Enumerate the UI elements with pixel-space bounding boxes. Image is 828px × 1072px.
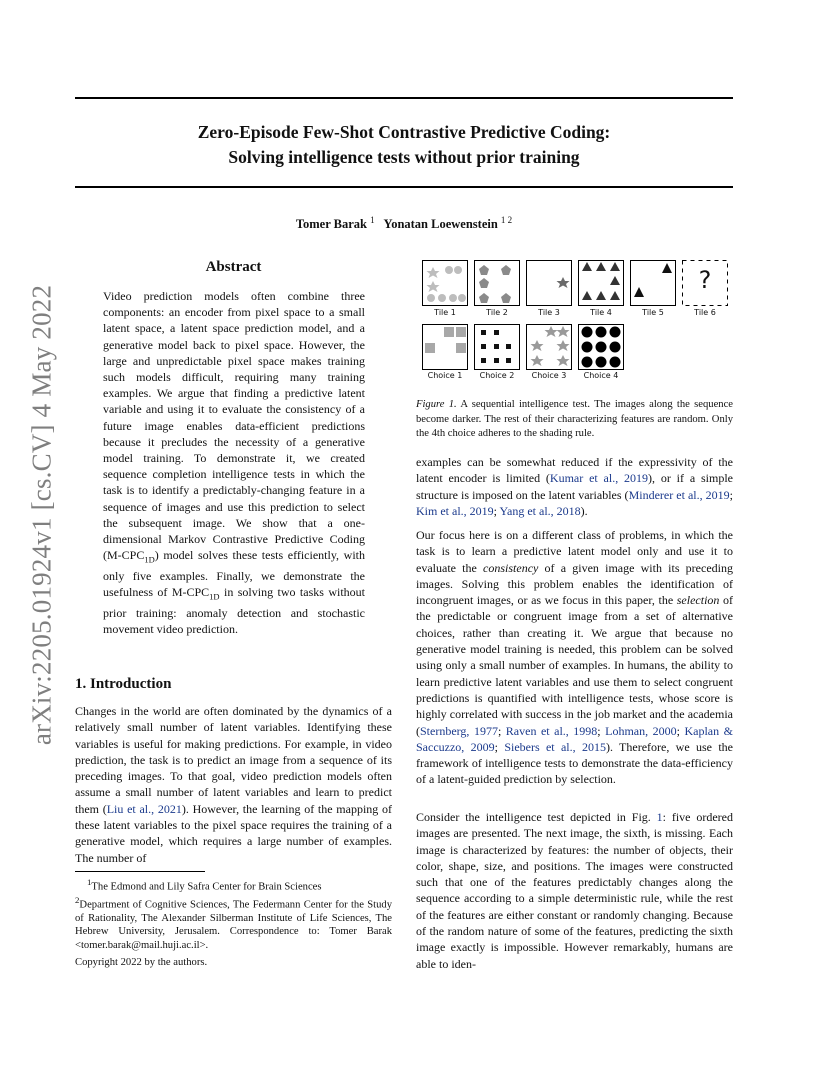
choice-3-image <box>526 324 572 370</box>
footnote-mark: 2 <box>75 894 80 905</box>
abstract-text-part: in solving two tasks without prior training: anomaly detection and stochastic movement video prediction. <box>103 585 365 636</box>
right-paragraph-2 <box>416 527 733 788</box>
arxiv-identifier-text: arXiv:2205.01924v1 [cs.CV] 4 May 2022 <box>26 284 57 746</box>
paper-title <box>75 120 733 170</box>
citation-link[interactable]: Kim et al., 2019 <box>416 503 494 518</box>
footnote-text: Department of Cognitive Sciences, The Federmann Center for the Study of Rationality, The Alexander Silberman Institute of Life Sciences, The Hebrew University, Jerusalem. Correspondence to: Tomer Barak <tomer.barak@mail.huji.ac.il>. <box>75 899 392 951</box>
citation-link[interactable]: Sternberg, 1977 <box>420 723 498 738</box>
footnote-rule <box>75 871 205 872</box>
citation-link[interactable]: Siebers et al., 2015 <box>504 739 606 754</box>
abstract-text-part: ) model solves these tests efficiently, with only five examples. Finally, we demonstrate the usefulness of M-CPC <box>103 548 365 600</box>
citation-link[interactable]: Yang et al., 2018 <box>499 503 581 518</box>
question-mark: ? <box>698 266 712 294</box>
choice-label: Choice 3 <box>531 371 567 380</box>
text: ; <box>729 487 733 502</box>
tile-label: Tile 4 <box>590 308 612 317</box>
figure-reference-link[interactable]: 1 <box>656 810 663 824</box>
text: ; <box>676 723 685 738</box>
tile-label: Tile 5 <box>642 308 664 317</box>
abstract-text-part: Video prediction models often combine three components: an encoder from pixel space to a small latent space, a latent space prediction model, and a generative model back to pixel space. However, the large and unpredictable pixel space makes training such models difficult, requiring many training examples. We argue that finding a predictive latent variable and using it to evaluate the consistency of a future image enables data-efficient predictions because it precludes the necessity of a generative model training. To demonstrate it, we created sequence completion intelligence tests in which the task is to identify a predictably-changing feature in a sequence of images and use this prediction to select the subsequent image. We show that a one-dimensional Markov Contrastive Predictive Coding (M-CPC <box>103 289 365 563</box>
author-affiliation: 1 <box>370 215 375 225</box>
citation-link[interactable]: Minderer et al., 2019 <box>628 487 730 502</box>
citation-link[interactable]: Kumar et al., 2019 <box>549 471 649 486</box>
figure-1 <box>418 258 738 388</box>
text: ; <box>497 723 506 738</box>
emphasis: selection <box>676 593 720 608</box>
tile-6-missing-image <box>682 260 728 306</box>
choice-1-image <box>422 324 468 370</box>
tile-label: Tile 2 <box>486 308 508 317</box>
text: Our focus here is on a different class of problems, in which the task is to learn a predictive latent model only and use it to evaluate the <box>416 528 733 575</box>
citation-link[interactable]: Lohman, 2000 <box>605 723 677 738</box>
abstract-heading: Abstract <box>205 259 262 275</box>
choice-4-image <box>578 324 624 370</box>
tile-4-image <box>578 260 624 306</box>
choice-2-image <box>474 324 520 370</box>
author-name: Tomer Barak <box>295 217 367 232</box>
text: ), or if a simple structure is imposed on the latent variables ( <box>416 471 733 502</box>
intro-text-part: Changes in the world are often dominated by the dynamics of a relatively small number of latent variables. Identifying these variables is useful for making predictions. For example, in video prediction, the task is to predict an image from a sequence of its preceding images. To that goal, video prediction models often assume a small number of latent variables and learn to predict them ( <box>75 704 392 816</box>
caption-label: Figure 1. <box>416 399 457 410</box>
text: ; <box>493 503 500 518</box>
citation-link[interactable]: Liu et al., 2021 <box>106 801 182 816</box>
text: examples can be somewhat reduced if the expressivity of the latent encoder is limited ( <box>416 455 733 486</box>
section-heading-introduction: 1. Introduction <box>75 676 172 692</box>
text: ). Therefore, we use the framework of intelligence tests to demonstrate the data-efficiency of a latent-guided prediction by selection. <box>416 739 733 787</box>
tile-5-image <box>630 260 676 306</box>
author-list <box>75 215 733 232</box>
text: ; <box>597 723 606 738</box>
title-bottom-rule <box>75 186 733 188</box>
footnote-2 <box>75 894 392 952</box>
tile-3-image <box>526 260 572 306</box>
text: of the predictable or congruent image from a set of alternative choices, rather than creating it. We argue that because no generative model training is needed, this problem can be solved using only a small number of examples. In humans, the ability to learn predictive latent variables and use them to select congruent predictions is quantified with intelligence tests, whose score is highly correlated with success in the job market and the academia ( <box>416 593 733 738</box>
footnote-text: The Edmond and Lily Safra Center for Brain Sciences <box>91 881 322 893</box>
citation-link[interactable]: Raven et al., 1998 <box>505 723 598 738</box>
author-affiliation: 1 2 <box>500 215 513 225</box>
title-line-1: Zero-Episode Few-Shot Contrastive Predictive Coding: <box>197 122 611 142</box>
subscript: 1D <box>144 554 155 565</box>
choice-label: Choice 1 <box>427 371 463 380</box>
copyright-notice: Copyright 2022 by the authors. <box>75 957 208 968</box>
tile-label: Tile 6 <box>694 308 716 317</box>
intro-text-part: ). However, the learning of the mapping of these latent variables to the pixel space requires the training of a generative model, which requires a large number of examples. The number of <box>75 801 392 865</box>
text: ; <box>494 739 505 754</box>
subscript: 1D <box>209 591 220 602</box>
emphasis: consistency <box>483 560 539 575</box>
footnote-1 <box>75 876 392 894</box>
text: of a given image with its preceding images. Solving this problem enables the identification of incongruent images, or as we focus in this paper, the <box>416 560 733 608</box>
introduction-text <box>75 703 392 866</box>
arxiv-identifier-stamp <box>22 275 62 755</box>
choice-label: Choice 2 <box>479 371 515 380</box>
tile-label: Tile 1 <box>434 308 456 317</box>
right-paragraph-1 <box>416 454 733 519</box>
text: : five ordered images are presented. The next image, the sixth, is missing. Each image is characterized by features: the number of objects, their color, shape, size, and positions. The images were constructed such that one of the features predictably changes along the sequence according to a simple deterministic rule, while the rest of the features are either constant or randomly changing. Because of the random nature of some of the features, predicting the sixth image exactly is impossible. However remarkably, humans are able to iden- <box>416 810 733 971</box>
caption-text: A sequential intelligence test. The images along the sequence become darker. The rest of their characterizing features are random. Only the 4th choice adheres to the shading rule. <box>416 399 733 440</box>
abstract-text <box>103 288 365 637</box>
text: Consider the intelligence test depicted in Fig. <box>416 810 657 824</box>
figure-1-caption <box>416 398 733 442</box>
top-rule <box>75 97 733 99</box>
title-line-2: Solving intelligence tests without prior training <box>228 147 580 167</box>
choice-label: Choice 4 <box>583 371 619 380</box>
text: ). <box>580 503 588 518</box>
tile-label: Tile 3 <box>538 308 560 317</box>
author-name: Yonatan Loewenstein <box>383 217 498 232</box>
tile-1-image <box>422 260 468 306</box>
footnote-mark: 1 <box>87 877 92 887</box>
right-paragraph-3 <box>416 809 733 972</box>
footnotes <box>75 876 392 952</box>
citation-link[interactable]: Kaplan & Saccuzzo, 2009 <box>416 723 733 754</box>
tile-2-image <box>474 260 520 306</box>
